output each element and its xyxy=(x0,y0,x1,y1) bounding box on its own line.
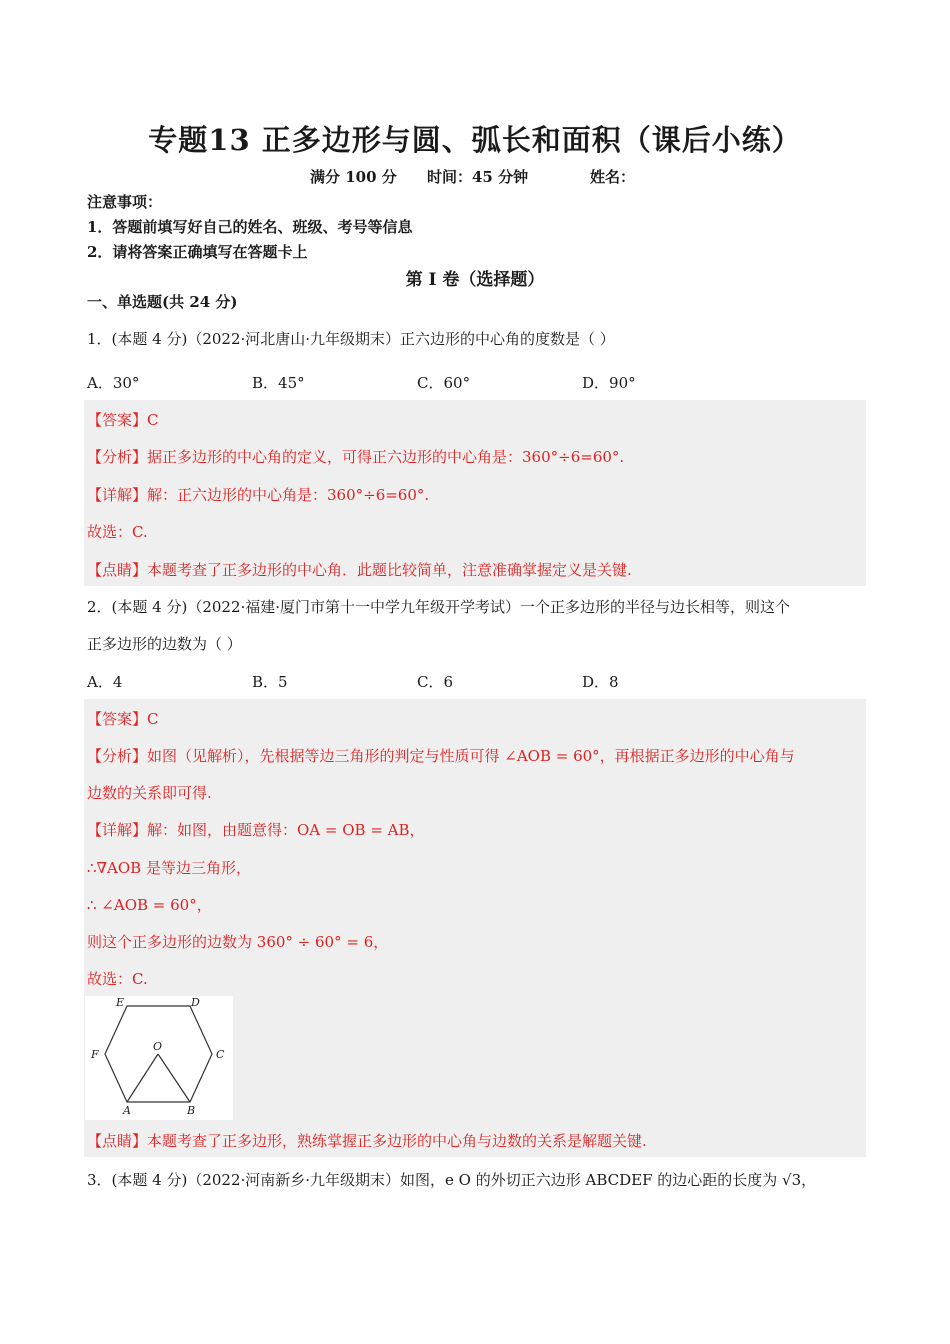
q2-choose: 故选：C. xyxy=(87,970,148,988)
q2-analysis-line2: 边数的关系即可得. xyxy=(87,784,212,802)
q1-option-c: C．60° xyxy=(417,374,471,392)
q1-detail: 【详解】解：正六边形的中心角是：360°÷6=60°. xyxy=(87,486,430,504)
q1-choose: 故选：C. xyxy=(87,523,148,541)
label-b: B xyxy=(187,1104,196,1117)
q2-step-3: 则这个正多边形的边数为 360° ÷ 60° = 6， xyxy=(87,933,389,951)
part-title: 第 I 卷（选择题） xyxy=(405,270,545,290)
q2-detail: 【详解】解：如图，由题意得：OA = OB = AB， xyxy=(87,821,425,839)
q2-step-1: ∴∇AOB 是等边三角形， xyxy=(87,859,251,877)
question-2-stem-line2: 正多边形的边数为（ ） xyxy=(87,635,242,653)
label-f: F xyxy=(91,1048,99,1061)
q2-analysis-line1: 【分析】如图（见解析），先根据等边三角形的判定与性质可得 ∠AOB = 60°，再根据正多边形的中心角与 xyxy=(87,747,795,765)
full-score: 满分 100 分 xyxy=(310,168,397,186)
q1-answer: 【答案】C xyxy=(87,411,159,429)
q2-option-b: B．5 xyxy=(252,673,288,691)
q1-comment: 【点睛】本题考查了正多边形的中心角．此题比较简单，注意准确掌握定义是关键. xyxy=(87,561,632,579)
label-d: D xyxy=(191,996,200,1009)
q1-option-b: B．45° xyxy=(252,374,305,392)
hexagon-diagram xyxy=(85,996,233,1120)
notice-item: 2．请将答案正确填写在答题卡上 xyxy=(87,243,308,261)
q2-step-2: ∴ ∠AOB = 60°， xyxy=(87,896,212,914)
q2-option-d: D．8 xyxy=(582,673,619,691)
q2-option-c: C．6 xyxy=(417,673,454,691)
q1-analysis: 【分析】据正多边形的中心角的定义，可得正六边形的中心角是：360°÷6=60°. xyxy=(87,448,625,466)
page-title: 专题13 正多边形与圆、弧长和面积（课后小练） xyxy=(148,123,802,157)
question-1-stem: 1．(本题 4 分)（2022·河北唐山·九年级期末）正六边形的中心角的度数是（ ） xyxy=(87,330,615,348)
notice-item: 1．答题前填写好自己的姓名、班级、考号等信息 xyxy=(87,218,413,236)
hexagon-figure xyxy=(85,996,233,1120)
segment-ob xyxy=(158,1054,190,1102)
label-c: C xyxy=(216,1048,225,1061)
section-title: 一、单选题(共 24 分) xyxy=(87,293,238,311)
label-a: A xyxy=(123,1104,131,1117)
q2-option-a: A．4 xyxy=(87,673,123,691)
label-e: E xyxy=(116,996,125,1009)
q1-option-a: A．30° xyxy=(87,374,140,392)
segment-oa xyxy=(127,1054,158,1102)
name-field-label: 姓名： xyxy=(590,168,636,186)
q2-answer: 【答案】C xyxy=(87,710,159,728)
notice-heading: 注意事项： xyxy=(87,193,163,211)
question-3-stem: 3．(本题 4 分)（2022·河南新乡·九年级期末）如图，e O 的外切正六边形 ABCDEF 的边心距的长度为 √3， xyxy=(87,1171,817,1189)
question-2-stem-line1: 2．(本题 4 分)（2022·福建·厦门市第十一中学九年级开学考试）一个正多边形的半径与边长相等，则这个 xyxy=(87,598,791,616)
q2-comment: 【点睛】本题考查了正多边形，熟练掌握正多边形的中心角与边数的关系是解题关键. xyxy=(87,1132,647,1150)
label-o: O xyxy=(153,1040,163,1053)
time-limit: 时间：45 分钟 xyxy=(427,168,529,186)
q1-option-d: D．90° xyxy=(582,374,636,392)
